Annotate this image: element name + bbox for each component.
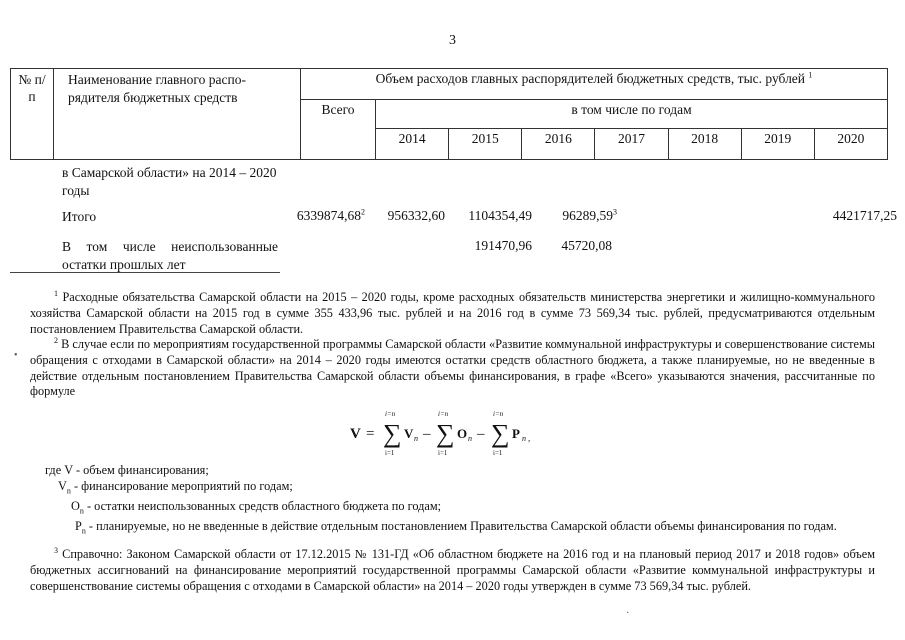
footnote-1: $^1$ Расходные обязательства Самарской области на 2015 – 2020 годы, кроме расходных обязательств министерства энергетики и жилищно-коммунального хозяйства Самарской области на 2015 год в сумме 355 433,96 тыс. рублей и на 2016 год в сумме 73 569,34 тыс. рублей, предусматриваются отдельным постановлением Правительства Самарской области. <box>30 288 875 336</box>
formula-sub-2: n <box>468 434 472 443</box>
formula-term-p: P <box>512 426 520 441</box>
itogo-2016: 96289,59$^3$ <box>562 207 617 223</box>
itogo-label: Итого <box>62 209 97 224</box>
footnote-2: $^2$ В случае если по мероприятиям государственной программы Самарской области «Развитие коммунальной инфраструктуры и совершенствование системы обращения с отходами в Самарской области» на 2014 – 2020 годы имеются остатки средств областного бюджета, а также планируемые, но не введенные в действие отдельным постановлением Правительства Самарской области объемы финансирования, в графе «Всего» указываются значения, рассчитанные по формуле <box>30 335 876 399</box>
sum1-sigma: ∑ <box>383 419 402 448</box>
itogo-2015: 1104354,49 <box>468 208 532 223</box>
sum2-upper: i=n <box>438 410 449 418</box>
scan-mark: · <box>626 608 630 619</box>
sum3-sigma: ∑ <box>491 419 510 448</box>
itogo-total: 6339874,68$^2$ <box>296 207 365 223</box>
formula-definitions <box>45 463 875 539</box>
margin-dot: • <box>14 350 18 361</box>
sum2-sigma: ∑ <box>436 419 455 448</box>
sum1-upper: i=n <box>385 410 396 418</box>
program-name-continuation: в Самарской области» на 2014 – 2020 годы <box>62 165 277 198</box>
formula-term-v: V <box>404 426 414 441</box>
header-expense-volume: Объем расходов главных распорядителей бюджетных средств, тыс. рублей $^1$ <box>301 69 888 100</box>
formula-term-o: O <box>457 426 468 441</box>
formula-sub-3: n <box>522 434 526 443</box>
table-row-itogo <box>0 208 905 228</box>
def-vn: $V_n$ - финансирование мероприятий по годам; <box>58 478 293 496</box>
itogo-2020: 4421717,25 <box>832 208 897 223</box>
financing-formula <box>350 408 560 458</box>
header-year-2020: 2020 <box>814 129 887 160</box>
header-year-2019: 2019 <box>741 129 814 160</box>
sum2-lower: i=1 <box>438 449 448 457</box>
header-distributor-name: Наименование главного распо-рядителя бюджетных средств <box>54 69 301 160</box>
table-row-unused <box>0 238 905 274</box>
formula-equals: = <box>366 426 375 442</box>
formula-lhs: V <box>350 426 361 442</box>
header-year-2017: 2017 <box>595 129 668 160</box>
def-pn: $P_n$ - планируемые, но не введенные в действие отдельным постановлением Правительства Самарской области объемы финансирования по годам. <box>75 518 837 536</box>
unused-label: В том числе неиспользованные остатки прошлых лет <box>62 239 278 272</box>
budget-table <box>10 68 888 160</box>
header-year-2014: 2014 <box>376 129 449 160</box>
formula-minus-2: – <box>477 426 485 442</box>
sum1-lower: i=1 <box>385 449 395 457</box>
footnote-separator <box>10 272 280 273</box>
def-v: где V - объем финансирования; <box>45 463 209 477</box>
formula-minus-1: – <box>423 426 431 442</box>
itogo-2014: 956332,60 <box>387 208 445 223</box>
unused-2015: 191470,96 <box>474 238 532 253</box>
sum3-upper: i=n <box>493 410 504 418</box>
header-by-years: в том числе по годам <box>376 100 888 129</box>
sum3-lower: i=1 <box>493 449 503 457</box>
header-year-2018: 2018 <box>668 129 741 160</box>
def-on: $O_n$ - остатки неиспользованных средств областного бюджета по годам; <box>71 498 442 516</box>
formula-sub-1: n <box>414 434 418 443</box>
header-year-2015: 2015 <box>449 129 522 160</box>
header-total: Всего <box>301 100 376 160</box>
header-number: № п/п <box>11 69 54 160</box>
formula-comma: , <box>528 433 531 443</box>
unused-2016: 45720,08 <box>561 238 612 253</box>
page-number: 3 <box>449 33 456 48</box>
header-year-2016: 2016 <box>522 129 595 160</box>
footnote-3: $^3$ Справочно: Законом Самарской области от 17.12.2015 № 131-ГД «Об областном бюджете на 2016 год и на плановый период 2017 и 2018 годов» объем бюджетных ассигнований на финансирование мероприятий государственной программы Самарской области «Развитие коммунальной инфраструктуры и совершенствование системы обращения с отходами в Самарской области» на 2014 – 2020 годы утвержден в сумме 73 569,34 тыс. рублей. <box>30 545 876 593</box>
